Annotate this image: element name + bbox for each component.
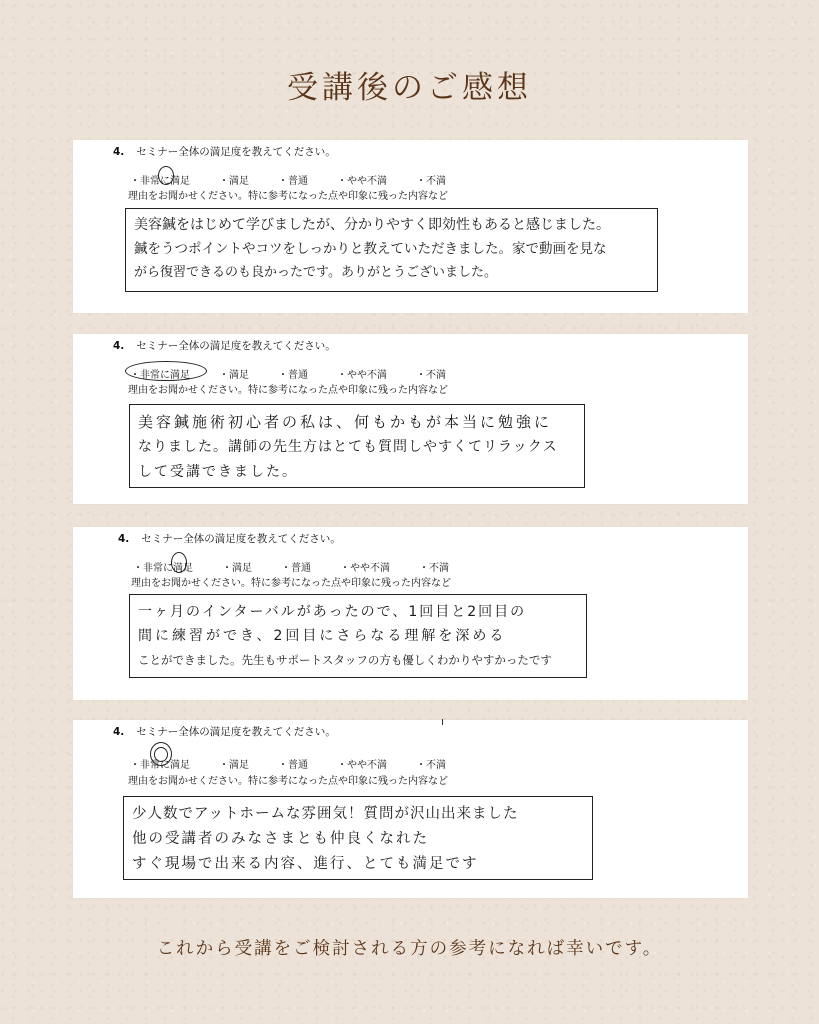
- question-text: セミナー全体の満足度を教えてください。: [136, 340, 336, 352]
- option-neutral: ・普通: [278, 760, 308, 771]
- question-line: [113, 724, 336, 739]
- option-satisfied: ・満足: [219, 760, 249, 771]
- survey-card-1: [73, 140, 748, 313]
- option-satisfied: ・満足: [219, 176, 249, 187]
- option-somewhat-unsatisfied: ・やや不満: [337, 176, 387, 187]
- question-line: [113, 144, 336, 159]
- question-number: 4.: [113, 146, 125, 158]
- answer-line: すぐ現場で出来る内容、進行、とても満足です: [132, 856, 479, 872]
- answer-line: 美容鍼をはじめて学びましたが、分かりやすく即効性もあると感じました。: [134, 217, 610, 233]
- question-line: [113, 338, 336, 353]
- selection-circle-inner: [154, 747, 168, 762]
- option-unsatisfied: ・不満: [416, 176, 446, 187]
- question-number: 4.: [113, 340, 125, 352]
- answer-line: 一ヶ月のインターバルがあったので、1回目と2回目の: [138, 604, 527, 620]
- question-number: 4.: [113, 726, 125, 738]
- stray-mark: [442, 719, 443, 725]
- option-somewhat-unsatisfied: ・やや不満: [337, 760, 387, 771]
- option-neutral: ・普通: [278, 176, 308, 187]
- option-somewhat-unsatisfied: ・やや不満: [340, 563, 390, 574]
- option-very-satisfied: ・非常に満足: [130, 176, 190, 187]
- selection-circle: [125, 361, 207, 381]
- reason-prompt: 理由をお聞かせください。特に参考になった点や印象に残った内容など: [128, 191, 448, 202]
- option-unsatisfied: ・不満: [416, 370, 446, 381]
- answer-line: 美容鍼施術初心者の私は、何もかもが本当に勉強に: [138, 413, 553, 431]
- option-somewhat-unsatisfied: ・やや不満: [337, 370, 387, 381]
- answer-line: なりました。講師の先生方はとても質問しやすくてリラックス: [138, 439, 558, 455]
- selection-circle: [158, 166, 174, 185]
- answer-line: して受講できました。: [138, 464, 298, 480]
- question-text: セミナー全体の満足度を教えてください。: [136, 146, 336, 158]
- option-unsatisfied: ・不満: [416, 760, 446, 771]
- question-text: セミナー全体の満足度を教えてください。: [136, 726, 336, 738]
- survey-card-4: [73, 720, 748, 898]
- reason-prompt: 理由をお聞かせください。特に参考になった点や印象に残った内容など: [128, 776, 448, 787]
- option-very-satisfied: ・非常に満足: [133, 563, 193, 574]
- option-satisfied: ・満足: [219, 370, 249, 381]
- handwritten-answer-box: [129, 404, 585, 488]
- options-row: [130, 756, 475, 771]
- handwritten-answer-box: [125, 208, 658, 292]
- answer-line: がら復習できるのも良かったです。ありがとうございました。: [134, 265, 497, 280]
- option-neutral: ・普通: [278, 370, 308, 381]
- option-satisfied: ・満足: [222, 563, 252, 574]
- answer-line: 鍼をうつポイントやコツをしっかりと教えていただきました。家で動画を見な: [134, 241, 607, 257]
- reason-prompt: 理由をお聞かせください。特に参考になった点や印象に残った内容など: [128, 385, 448, 396]
- footer-message: これから受講をご検討される方の参考になれば幸いです。: [156, 939, 663, 959]
- reason-prompt: 理由をお聞かせください。特に参考になった点や印象に残った内容など: [131, 578, 451, 589]
- survey-card-3: [73, 527, 748, 700]
- selection-circle: [171, 552, 187, 573]
- answer-line: 少人数でアットホームな雰囲気！質問が沢山出来ました: [132, 806, 519, 822]
- question-text: セミナー全体の満足度を教えてください。: [141, 533, 341, 545]
- question-number: 4.: [118, 533, 130, 545]
- answer-line: 他の受講者のみなさまとも仲良くなれた: [132, 831, 429, 847]
- option-very-satisfied: ・非常に満足: [130, 760, 190, 771]
- page-title: 受講後のご感想: [287, 70, 532, 106]
- handwritten-answer-box: [123, 796, 593, 880]
- answer-line: ことができました。先生もサポートスタッフの方も優しくわかりやすかったです: [138, 653, 552, 667]
- option-unsatisfied: ・不満: [419, 563, 449, 574]
- survey-card-2: [73, 334, 748, 504]
- options-row: [130, 172, 475, 187]
- question-line: [118, 531, 341, 546]
- handwritten-answer-box: [129, 594, 587, 678]
- option-neutral: ・普通: [281, 563, 311, 574]
- option-very-satisfied: ・非常に満足: [130, 370, 190, 381]
- answer-line: 間に練習ができ、2回目にさらなる理解を深める: [138, 628, 507, 644]
